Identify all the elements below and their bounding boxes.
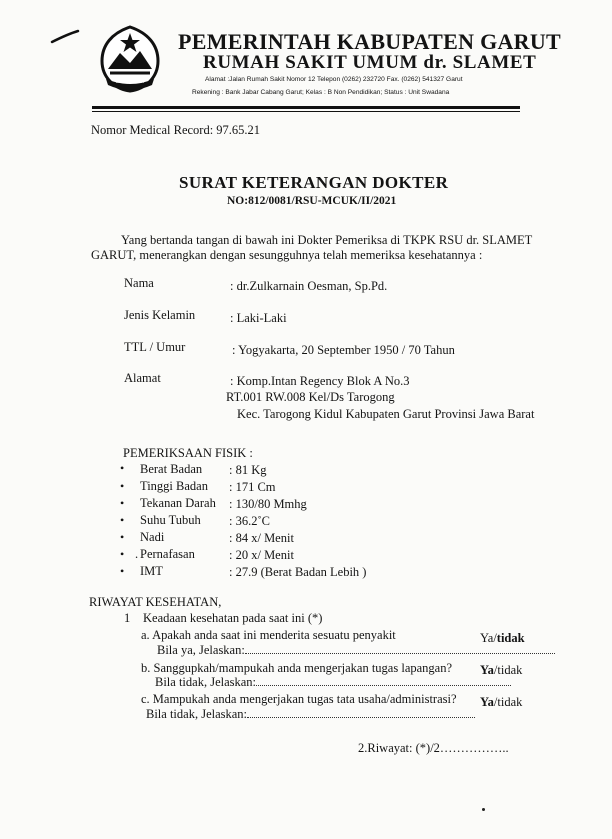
intro-line-1: Yang bertanda tangan di bawah ini Dokter Pemeriksa di TKPK RSU dr. SLAMET (121, 233, 533, 247)
physical-label-prefix: . (135, 547, 139, 561)
continued-footer: 2.Riwayat: (*)/2…………….. (358, 741, 509, 755)
gov-name: PEMERINTAH KABUPATEN GARUT (178, 29, 562, 54)
physical-label: Suhu Tubuh (140, 513, 201, 527)
ttl-label: TTL / Umur (124, 340, 186, 354)
answer-a: Ya/tidak (480, 631, 525, 645)
pen-mark (50, 28, 80, 46)
header-rule-thin (92, 111, 520, 112)
physical-value: : 20 x/ Menit (229, 548, 294, 562)
hospital-address: Alamat :Jalan Rumah Sakit Nomor 12 Telepon (0262) 232720 Fax. (0262) 541327 Garut (205, 76, 463, 83)
question-a: a. Apakah anda saat ini menderita sesuatu penyakit (141, 628, 396, 642)
bullet-icon: • (120, 461, 125, 475)
question-c: c. Mampukah anda mengerjakan tugas tata usaha/administrasi? (141, 692, 457, 706)
name-value: : dr.Zulkarnain Oesman, Sp.Pd. (230, 279, 388, 293)
physical-label: Tekanan Darah (140, 496, 216, 510)
physical-label: Nadi (140, 530, 165, 544)
document-number: NO:812/0081/RSU-MCUK/II/2021 (227, 195, 397, 207)
physical-value: : 27.9 (Berat Badan Lebih ) (229, 565, 367, 579)
bullet-icon: • (120, 479, 125, 493)
address-line-2: RT.001 RW.008 Kel/Ds Tarogong (226, 390, 395, 404)
gender-label: Jenis Kelamin (124, 308, 196, 322)
physical-label: IMT (140, 564, 163, 578)
medical-record-number: Nomor Medical Record: 97.65.21 (91, 123, 261, 137)
address-line-3: Kec. Tarogong Kidul Kabupaten Garut Provinsi Jawa Barat (237, 407, 535, 421)
gender-value: : Laki-Laki (230, 311, 287, 325)
ttl-value: : Yogyakarta, 20 September 1950 / 70 Tahun (232, 343, 455, 357)
bullet-icon: • (120, 530, 125, 544)
bullet-icon: • (120, 547, 125, 561)
physical-value: : 130/80 Mmhg (229, 497, 307, 511)
explain-a: Bila ya, Jelaskan: (157, 643, 555, 658)
speck (482, 808, 485, 811)
answer-c: Ya/tidak (480, 695, 523, 709)
address-label: Alamat (124, 371, 161, 385)
physical-label: Pernafasan (140, 547, 195, 561)
name-label: Nama (124, 276, 154, 290)
bullet-icon: • (120, 496, 125, 510)
intro-line-2: GARUT, menerangkan dengan sesungguhnya telah memeriksa kesehatannya : (91, 248, 483, 262)
history-item-number: 1 (124, 611, 131, 625)
answer-b: Ya/tidak (480, 663, 523, 677)
physical-label: Berat Badan (140, 462, 203, 476)
explain-b: Bila tidak, Jelaskan: (155, 675, 511, 690)
question-b: b. Sanggupkah/mampukah anda mengerjakan tugas lapangan? (141, 661, 453, 675)
bullet-icon: • (120, 513, 125, 527)
hospital-account: Rekening : Bank Jabar Cabang Garut; Kelas : B Non Pendidikan; Status : Unit Swadana (192, 89, 450, 96)
bullet-icon: • (120, 564, 125, 578)
physical-value: : 36.2˚C (229, 514, 270, 528)
hospital-name: RUMAH SAKIT UMUM dr. SLAMET (203, 52, 537, 73)
explain-c: Bila tidak, Jelaskan: (146, 707, 475, 722)
physical-heading: PEMERIKSAAN FISIK : (123, 446, 253, 460)
physical-value: : 171 Cm (229, 480, 276, 494)
header-rule (92, 106, 520, 109)
physical-label: Tinggi Badan (140, 479, 208, 493)
physical-value: : 81 Kg (229, 463, 267, 477)
history-heading: RIWAYAT KESEHATAN, (89, 595, 222, 609)
logo-text: KABUPATEN GARUT (116, 80, 145, 84)
address-line-1: : Komp.Intan Regency Blok A No.3 (230, 374, 410, 388)
document-title: SURAT KETERANGAN DOKTER (179, 173, 449, 192)
physical-value: : 84 x/ Menit (229, 531, 294, 545)
history-item-text: Keadaan kesehatan pada saat ini (*) (143, 611, 323, 625)
